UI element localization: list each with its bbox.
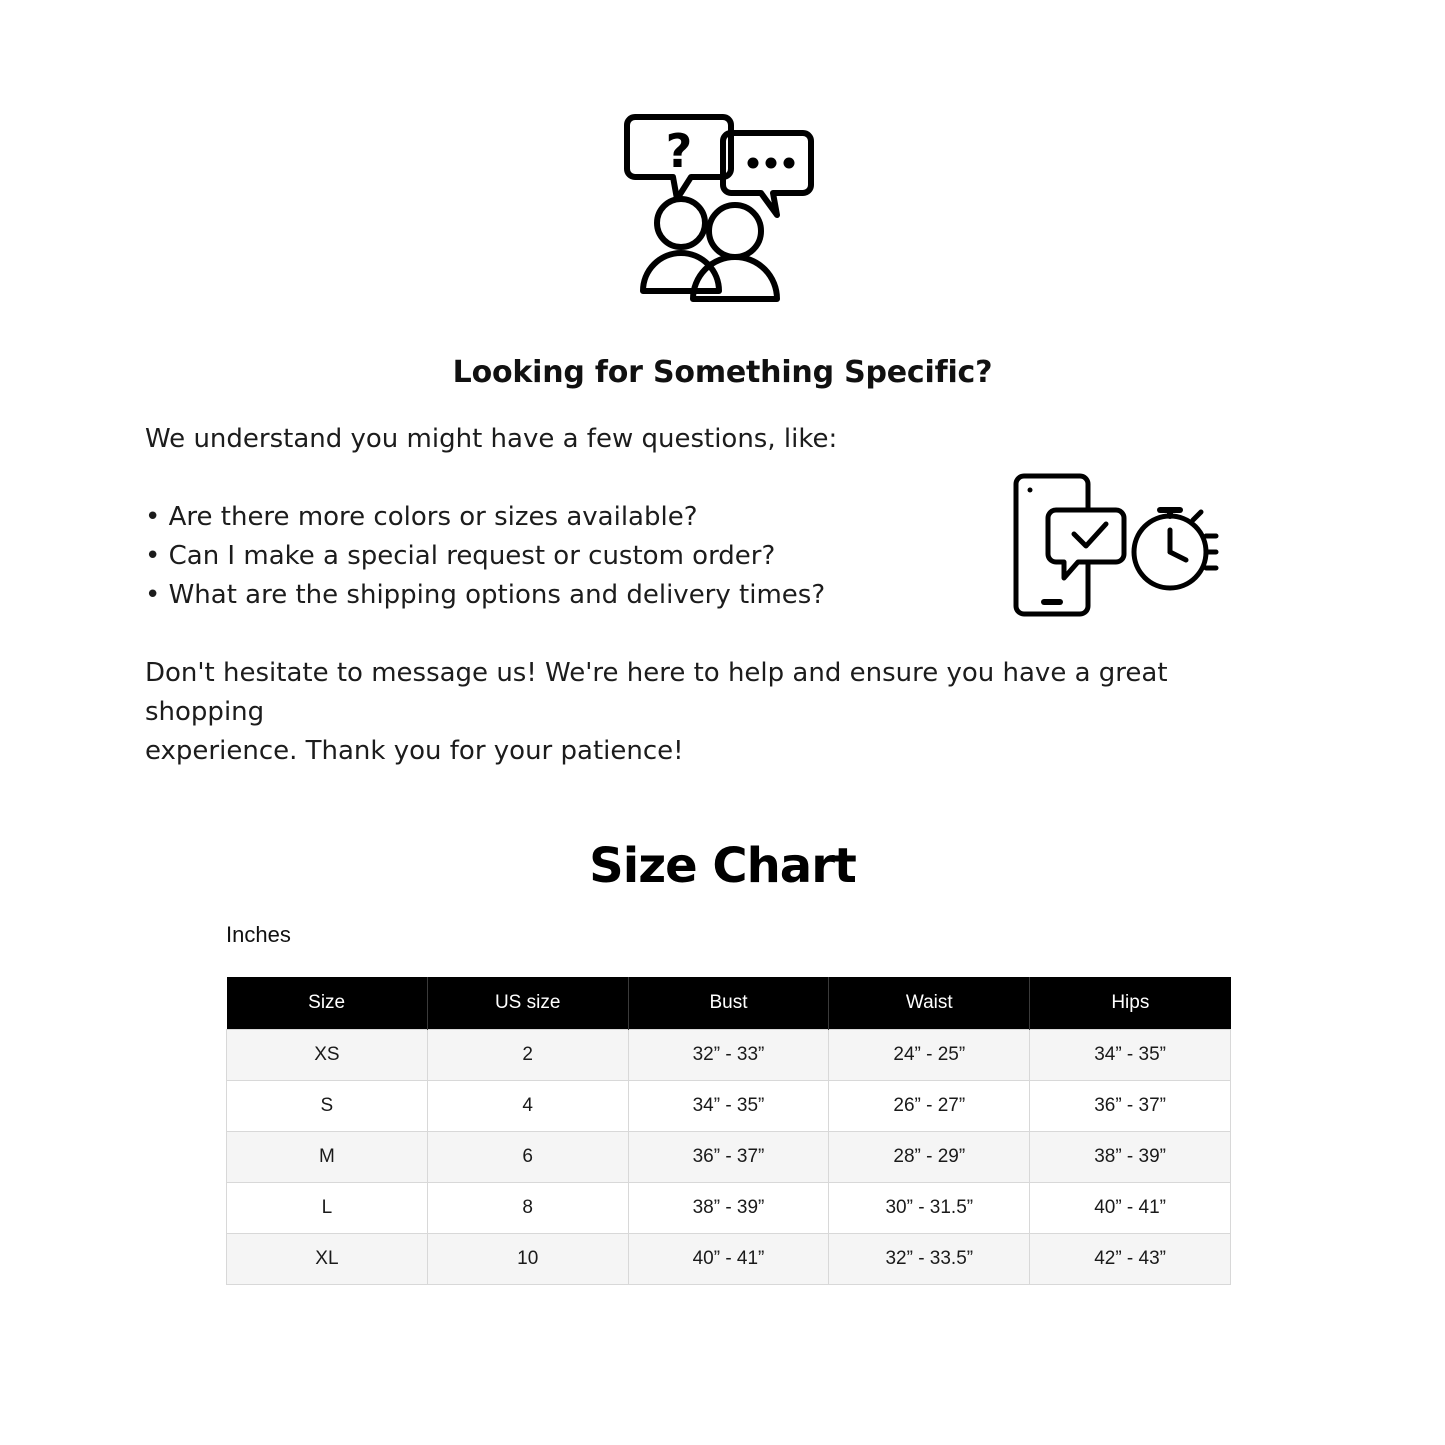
closing-line-1: Don't hesitate to message us! We're here to help and ensure you have a great shopping [145,658,1168,727]
cell-bust: 34” - 35” [628,1081,829,1132]
cell-size: XS [227,1030,428,1081]
column-header-hips: Hips [1030,977,1231,1030]
units-label: Inches [226,922,291,947]
list-item: • Can I make a special request or custom order? [145,541,776,571]
cell-size: M [227,1132,428,1183]
cell-size: S [227,1081,428,1132]
cell-us-size: 8 [427,1183,628,1234]
table-row [227,1183,1231,1234]
cell-size: L [227,1183,428,1234]
cell-waist: 32” - 33.5” [829,1234,1030,1285]
column-header-waist: Waist [829,977,1030,1030]
speech-bubbles-people-icon [623,95,823,305]
cell-hips: 34” - 35” [1030,1030,1231,1081]
table-row [227,1132,1231,1183]
table-row [227,1081,1231,1132]
cell-bust: 32” - 33” [628,1030,829,1081]
cell-hips: 38” - 39” [1030,1132,1231,1183]
cell-hips: 36” - 37” [1030,1081,1231,1132]
cell-hips: 40” - 41” [1030,1183,1231,1234]
table-header-row [227,977,1231,1030]
chat-illustration [0,95,1445,305]
cell-waist: 30” - 31.5” [829,1183,1030,1234]
intro-text: We understand you might have a few questions, like: [145,424,838,454]
table-body [227,1030,1231,1285]
cell-waist: 26” - 27” [829,1081,1030,1132]
page-title: Looking for Something Specific? [452,355,993,390]
cell-bust: 38” - 39” [628,1183,829,1234]
list-item: • Are there more colors or sizes available? [145,502,698,532]
size-chart-table [226,977,1231,1285]
cell-us-size: 10 [427,1234,628,1285]
cell-us-size: 4 [427,1081,628,1132]
closing-line-2: experience. Thank you for your patience! [145,736,684,766]
cell-bust: 40” - 41” [628,1234,829,1285]
closing-text [145,654,1280,771]
table-row [227,1030,1231,1081]
cell-waist: 24” - 25” [829,1030,1030,1081]
spacer [145,615,1285,654]
cell-hips: 42” - 43” [1030,1234,1231,1285]
table-header [227,977,1231,1030]
phone-chat-timer-icon [1010,470,1220,620]
cell-us-size: 6 [427,1132,628,1183]
cell-size: XL [227,1234,428,1285]
list-item: • What are the shipping options and delivery times? [145,580,826,610]
cell-bust: 36” - 37” [628,1132,829,1183]
shipping-illustration [1010,470,1220,620]
column-header-bust: Bust [628,977,829,1030]
column-header-us-size: US size [427,977,628,1030]
cell-us-size: 2 [427,1030,628,1081]
table-row [227,1234,1231,1285]
svg-text:?: ? [665,124,692,178]
size-chart-title: Size Chart [589,838,856,894]
cell-waist: 28” - 29” [829,1132,1030,1183]
column-header-size: Size [227,977,428,1030]
